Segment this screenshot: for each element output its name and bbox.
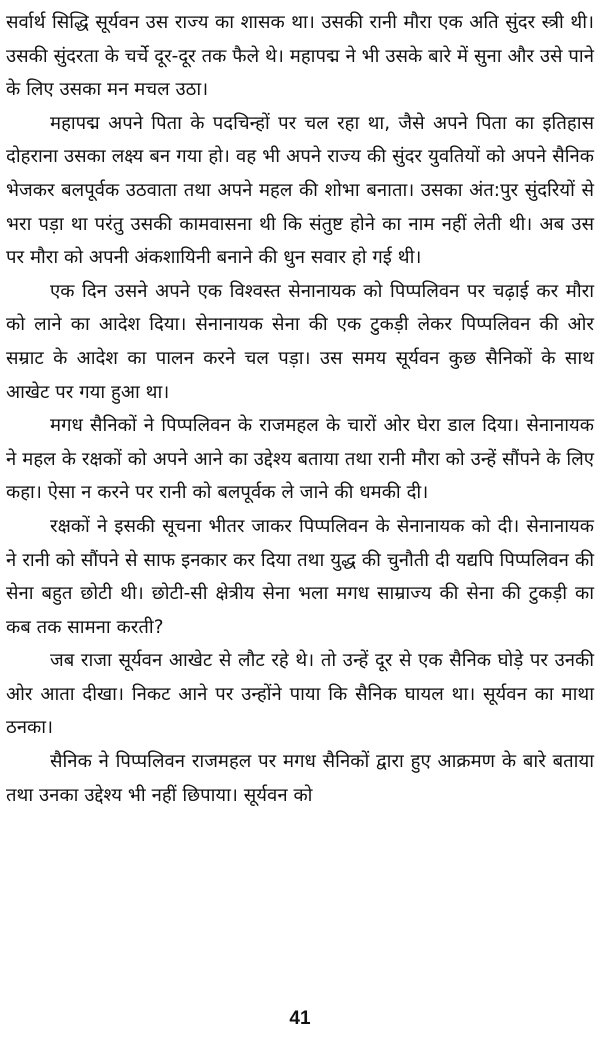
paragraph-2: महापद्म अपने पिता के पदचिन्हों पर चल रहा था, जैसे अपने पिता का इतिहास दोहराना उसका लक्ष्य बन गया हो। वह भी अपने राज्य की सुंदर युवतियों को अपने सैनिक भेजकर बलपूर्वक उठवाता तथा अपने महल की शोभा बनाता। उसका अंत:पुर सुंदरियों से भरा पड़ा था परंतु उसकी कामवासना थी कि संतुष्ट होने का नाम नहीं लेती थी। अब उस पर मौरा को अपनी अंकशायिनी बनाने की धुन सवार हो गई थी। xyxy=(6,112,594,269)
paragraph-6: जब राजा सूर्यवन आखेट से लौट रहे थे। तो उन्हें दूर से एक सैनिक घोड़े पर उनकी ओर आता दीखा। निकट आने पर उन्होंने पाया कि सैनिक घायल था। सूर्यवन का माथा ठनका। xyxy=(6,650,594,739)
paragraph-5: रक्षकों ने इसकी सूचना भीतर जाकर पिप्पलिवन के सेनानायक को दी। सेनानायक ने रानी को सौंपने से साफ इनकार कर दिया तथा युद्ध की चुनौती दी यद्यपि पिप्पलिवन की सेना बहुत छोटी थी। छोटी-सी क्षेत्रीय सेना भला मगध साम्राज्य की सेना की टुकड़ी का कब तक सामना करती? xyxy=(6,515,594,638)
paragraph-1: सर्वार्थ सिद्धि सूर्यवन उस राज्य का शासक था। उसकी रानी मौरा एक अति सुंदर स्त्री थी। उसकी सुंदरता के चर्चे दूर-दूर तक फैले थे। महापद्म ने भी उसके बारे में सुना और उसे पाने के लिए उसका मन मचल उठा। xyxy=(6,12,594,101)
paragraph-3: एक दिन उसने अपने एक विश्वस्त सेनानायक को पिप्पलिवन पर चढ़ाई कर मौरा को लाने का आदेश दिया। सेनानायक सेना की एक टुकड़ी लेकर पिप्पलिवन की ओर सम्राट के आदेश का पालन करने चल पड़ा। उस समय सूर्यवन कुछ सैनिकों के साथ आखेट पर गया हुआ था। xyxy=(6,280,594,403)
paragraph-4: मगध सैनिकों ने पिप्पलिवन के राजमहल के चारों ओर घेरा डाल दिया। सेनानायक ने महल के रक्षकों को अपने आने का उद्देश्य बताया तथा रानी मौरा को उन्हें सौंपने के लिए कहा। ऐसा न करने पर रानी को बलपूर्वक ले जाने की धमकी दी। xyxy=(6,415,594,504)
page-number: 41 xyxy=(289,1008,311,1029)
paragraph-7: सैनिक ने पिप्पलिवन राजमहल पर मगध सैनिकों द्वारा हुए आक्रमण के बारे बताया तथा उनका उद्देश्य भी नहीं छिपाया। सूर्यवन को xyxy=(6,751,594,806)
